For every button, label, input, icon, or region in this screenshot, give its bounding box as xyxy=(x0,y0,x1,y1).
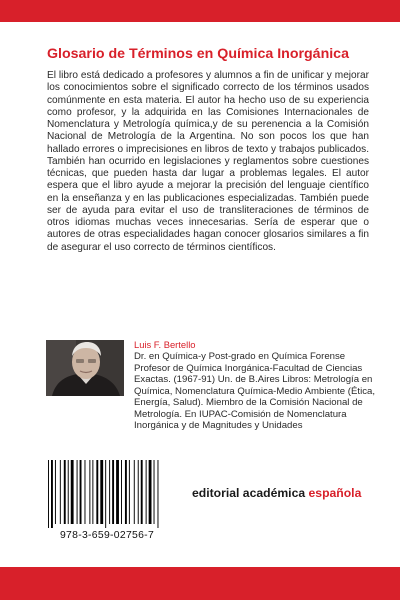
publisher-name xyxy=(192,486,361,500)
author-portrait-image xyxy=(46,340,124,396)
book-description: El libro está dedicado a profesores y alumnos a fin de unificar y mejorar los conocimientos sobre el significado correcto de los términos usados comúnmente en esta materia. El autor ha hecho uso de su experiencia como profesor, y la adquirida en las Comisiones Internacionales de Nomenclatura y Metrología química,y de su perenencia a la Comisión Nacional de Metrología de la Argentina. No son pocos los que han hallado errores o imprecisiones en libros de texto y trabajos publicados. También han ocurrido en legislaciones y reglamentos sobre cuestiones técnicas, que pueden hasta dar lugar a problemas legales. El autor espera que el libro ayude a mejorar la precisión del lenguaje científico en la enseñanza y en las publicaciones especializadas. También puede ser de ayuda para evitar el uso de transliteraciones de términos de otros idiomas muchas veces innecesarias. Sería de esperar que o autores de otras especialidades hagan conocer glosarios similares a fin de asegurar el uso correcto de términos científicos. xyxy=(47,70,369,253)
book-title: Glosario de Términos en Química Inorgánica xyxy=(47,46,349,62)
top-color-band xyxy=(0,0,400,22)
barcode-image xyxy=(46,460,168,528)
author-name: Luis F. Bertello xyxy=(134,339,196,350)
publisher-name-main: editorial académica xyxy=(192,486,309,500)
bottom-color-band xyxy=(0,567,400,600)
author-photo xyxy=(46,340,124,396)
isbn-number: 978-3-659-02756-7 xyxy=(59,530,155,541)
barcode-block xyxy=(46,460,168,544)
author-bio: Dr. en Química-y Post-grado en Química Forense Profesor de Química Inorgánica-Facultad de Ciencias Exactas. (1967-91) Un. de B.Aires Libros: Metrología en Química, Nomenclatura Química-Medio Ambiente (Ética, Energía, Salud). Miembro de la Comisión Nacional de Metrología. En IUPAC-Comisión de Nomenclatura Inorgánica y de Magnitudes y Unidades xyxy=(134,351,376,431)
publisher-name-accent: española xyxy=(308,486,362,500)
